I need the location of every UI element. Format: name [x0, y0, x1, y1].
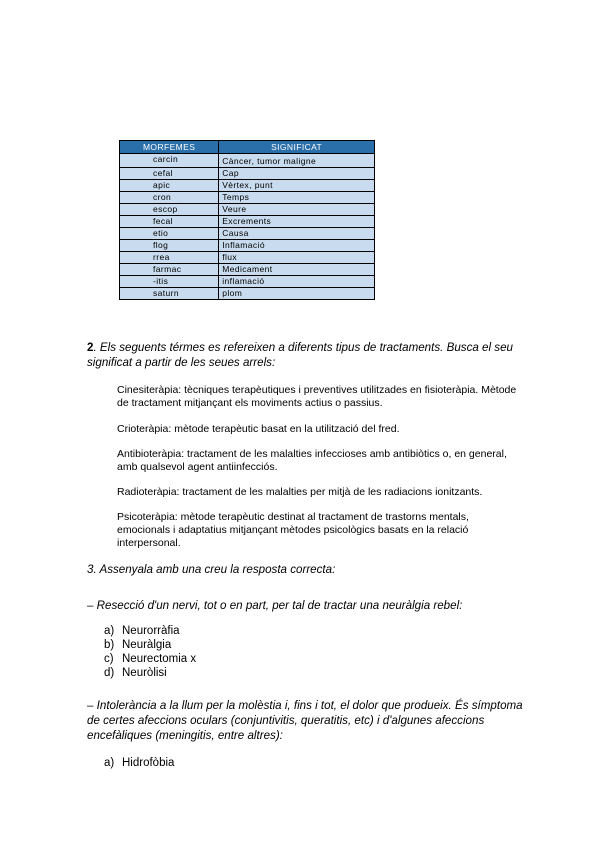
option-letter: c): [104, 653, 114, 665]
meaning-cell: Causa: [219, 228, 375, 240]
answer-psicoterapia: Psicoteràpia: mètode terapèutic destinat al tractament de trastorns mentals, emocionals i adaptatius mitjançant mètodes psicològics basats en la relació interpersonal.: [117, 511, 469, 549]
option-d: [104, 666, 196, 680]
table-row: [120, 168, 375, 180]
option-letter: a): [104, 625, 115, 637]
option-c: [104, 652, 196, 666]
morpheme-cell: carcin: [120, 154, 219, 168]
morpheme-cell: rrea: [120, 252, 219, 264]
answer-crioterapia: Crioteràpia: mètode terapèutic basat en la utilització del fred.: [117, 423, 400, 435]
meaning-cell: Inflamació: [219, 240, 375, 252]
item-1-prompt: – Resecció d'un nervi, tot o en part, per tal de tractar una neuràlgia rebel:: [87, 599, 463, 612]
option-letter: b): [104, 639, 115, 651]
table-row: [120, 228, 375, 240]
morpheme-cell: farmac: [120, 264, 219, 276]
table-row: [120, 204, 375, 216]
question-2-text: . Els seguents térmes es refereixen a diferents tipus de tractaments. Busca el seu significat a partir de les seues arrels:: [87, 341, 513, 369]
meaning-cell: Cap: [219, 168, 375, 180]
meaning-cell: flux: [219, 252, 375, 264]
morpheme-cell: fecal: [120, 216, 219, 228]
table-row: [120, 154, 375, 168]
table-row: [120, 264, 375, 276]
answer-radioterapia: Radioteràpia: tractament de les malalties per mitjà de les radiacions ionitzants.: [117, 486, 483, 498]
item-1-options: [104, 624, 196, 680]
question-2-number: 2: [87, 341, 94, 354]
item-2-options: [104, 756, 174, 770]
option-text: Neurectomia x: [122, 653, 197, 665]
meaning-cell: inflamació: [219, 276, 375, 288]
option-text: Neuràlgia: [122, 639, 172, 651]
table-row: [120, 192, 375, 204]
meaning-cell: Vèrtex, punt: [219, 180, 375, 192]
table-row: [120, 240, 375, 252]
option-a: [104, 756, 174, 770]
answer-antibioterapia: Antibioteràpia: tractament de les malalties infeccioses amb antibiòtics o, en general, amb qualsevol agent antiinfecciós.: [117, 448, 507, 473]
table-row: [120, 276, 375, 288]
table-row: [120, 252, 375, 264]
morpheme-cell: flog: [120, 240, 219, 252]
meaning-cell: Medicament: [219, 264, 375, 276]
option-a: [104, 624, 196, 638]
table-row: [120, 288, 375, 300]
morpheme-cell: saturn: [120, 288, 219, 300]
meaning-cell: Temps: [219, 192, 375, 204]
meaning-cell: Excrements: [219, 216, 375, 228]
item-2-prompt: – Intolerància a la llum per la molèstia i, fins i tot, el dolor que produeix. És símptoma de certes afeccions oculars (conjuntivitis, queratitis, etc) i d'algunes afeccions encefàliques (meningitis, entre altres):: [87, 699, 523, 742]
option-text: Neuròlisi: [122, 667, 167, 679]
table-row: [120, 180, 375, 192]
answer-cinesiterapia: Cinesiteràpia: tècniques terapèutiques i preventives utilitzades en fisioteràpia. Mètode de tractament mitjançant els moviments actius o passius.: [117, 384, 517, 409]
meaning-cell: plom: [219, 288, 375, 300]
morpheme-cell: cefal: [120, 168, 219, 180]
column-header-morfemes: MORFEMES: [120, 141, 219, 154]
morpheme-cell: escop: [120, 204, 219, 216]
meaning-cell: Càncer, tumor maligne: [219, 154, 375, 168]
morphemes-table: [119, 140, 375, 300]
table-header-row: [120, 141, 375, 154]
morpheme-cell: apic: [120, 180, 219, 192]
morpheme-cell: -itis: [120, 276, 219, 288]
option-b: [104, 638, 196, 652]
morpheme-cell: etio: [120, 228, 219, 240]
option-letter: d): [104, 667, 115, 679]
table-row: [120, 216, 375, 228]
option-letter: a): [104, 757, 115, 769]
column-header-significat: SIGNIFICAT: [219, 141, 375, 154]
question-3: 3. Assenyala amb una creu la resposta correcta:: [87, 563, 336, 576]
morpheme-cell: cron: [120, 192, 219, 204]
option-text: Hidrofòbia: [122, 757, 175, 769]
option-text: Neurorràfia: [122, 625, 180, 637]
question-2: [87, 340, 527, 370]
meaning-cell: Veure: [219, 204, 375, 216]
